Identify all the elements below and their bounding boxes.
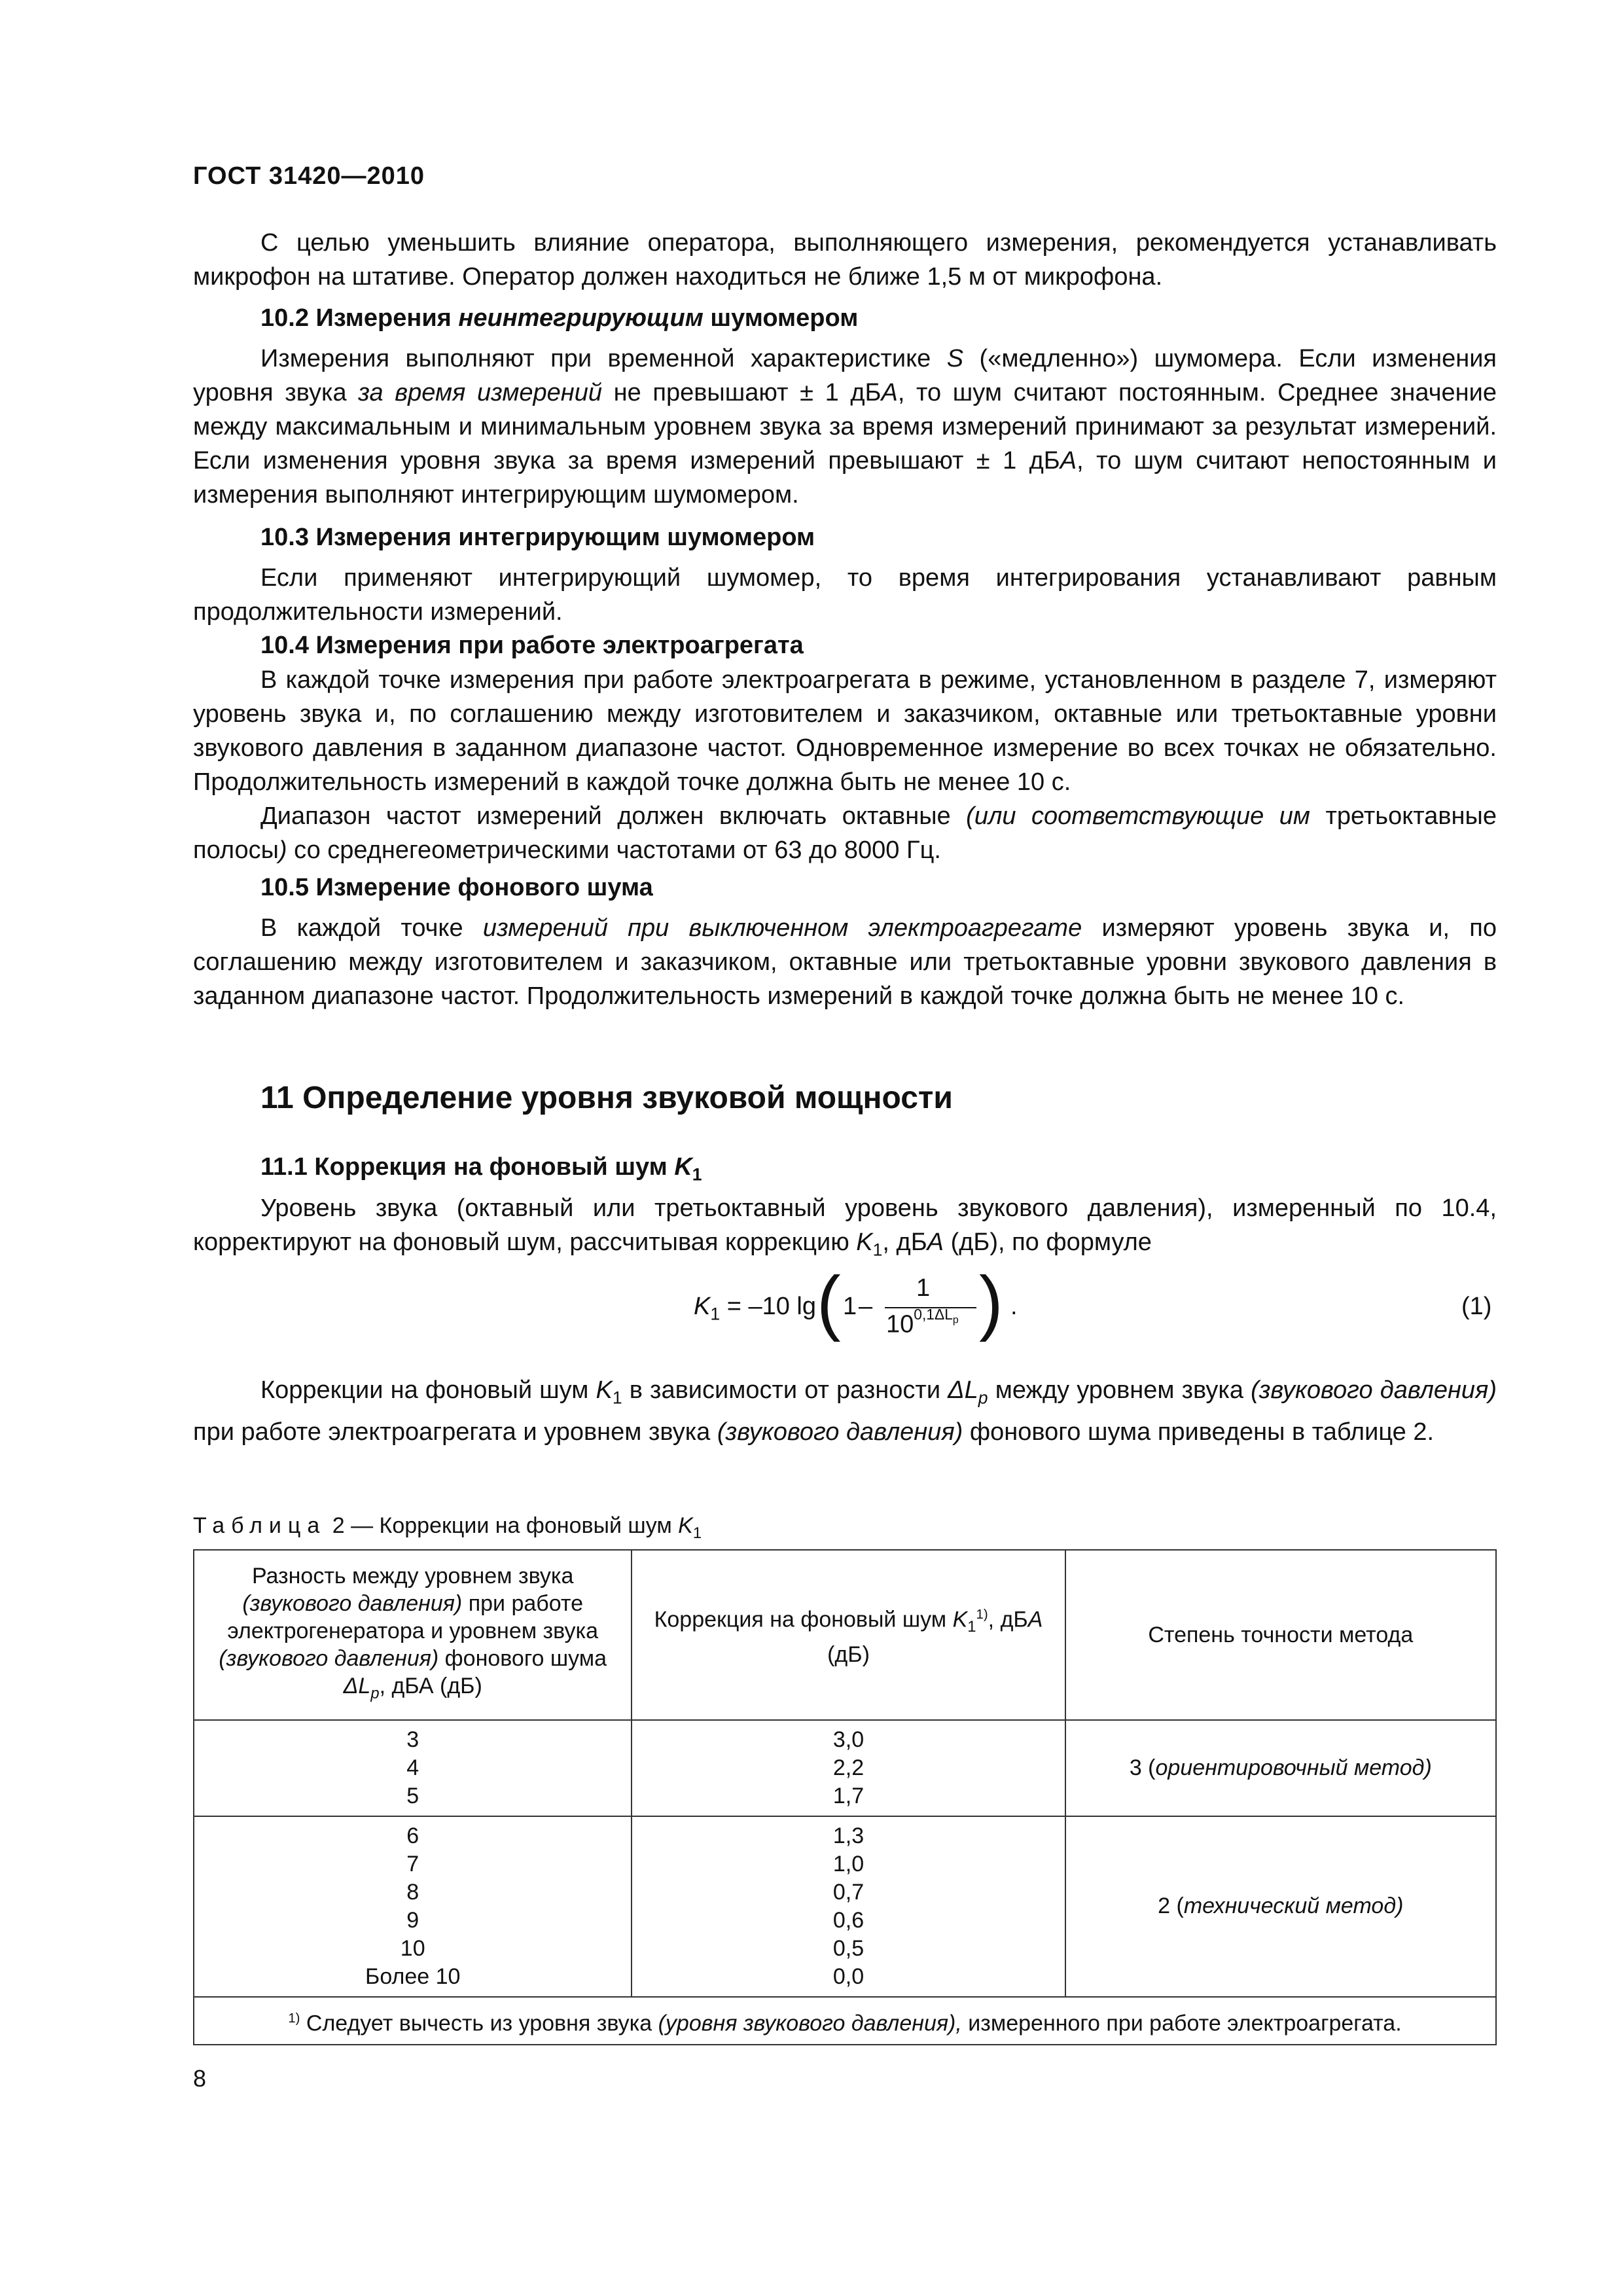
paragraph-11-1-b: Коррекции на фоновый шум $K_1$ в зависимости от разности $\Delta L_p$ между уровнем звука (звукового давления) при работе электроагрегата и уровнем звука (звукового давления) фонового шума приведены в таблице 2. — [193, 1376, 1497, 1446]
table-footnote-row — [194, 1997, 1496, 2045]
table-value: 10 — [400, 1935, 425, 1961]
table-cell-differences-group-1 — [194, 1720, 632, 1816]
table-cell-corrections-group-2 — [632, 1816, 1065, 1997]
table-value: 6 — [406, 1823, 419, 1848]
paragraph-11-1-a: Уровень звука (октавный или третьоктавный уровень звукового давления), измеренный по 10.4, корректируют на фоновый шум, рассчитывая коррекцию $K_1$, дБА (дБ), по формуле — [193, 1194, 1497, 1260]
table-cell-accuracy-group-1: 3 (ориентировочный метод) — [1065, 1720, 1496, 1816]
formula-minus: – — [859, 1293, 873, 1320]
table-value: 0,0 — [832, 1964, 865, 1989]
formula-1 — [694, 1262, 1086, 1342]
table-value: 1,3 — [832, 1823, 865, 1848]
formula-number: (1) — [1461, 1293, 1492, 1320]
table-row-group-2 — [194, 1816, 1496, 1997]
table-value: 7 — [406, 1851, 419, 1876]
table-row-group-1 — [194, 1720, 1496, 1816]
heading-10-4: 10.4 Измерения при работе электроагрегата — [260, 632, 804, 659]
table-cell-differences-group-2 — [194, 1816, 632, 1997]
table-2 — [193, 1549, 1497, 2045]
page-number: 8 — [193, 2065, 207, 2092]
formula-numerator: 1 — [916, 1274, 931, 1302]
table-value: 8 — [406, 1879, 419, 1905]
table-value: 0,5 — [832, 1935, 865, 1961]
formula-close-paren: ) — [979, 1262, 1003, 1342]
paragraph-10-3: Если применяют интегрирующий шумомер, то время интегрирования устанавливают равным продолжительности измерений. — [193, 564, 1497, 626]
table-footnote: $^{1)}$ Следует вычесть из уровня звука (уровня звукового давления), измеренного при работе электроагрегата. — [194, 1997, 1496, 2045]
table-value: 3 — [406, 1727, 419, 1752]
heading-11-1: 11.1 Коррекция на фоновый шум $K_1$ — [260, 1153, 702, 1185]
table-2-caption: Таблица 2 — Коррекции на фоновый шум $K_1$ — [193, 1513, 702, 1542]
table-value: 5 — [406, 1783, 419, 1808]
paragraph-10-4-a: В каждой точке измерения при работе электроагрегата в режиме, установленном в разделе 7, измеряют уровень звука и, по соглашению между изготовителем и заказчиком, октавные или третьоктавные уровни звукового давления в заданном диапазоне частот. Одновременное измерение во всех точках не обязательно. Продолжительность измерений в каждой точке должна быть не менее 10 с. — [193, 666, 1497, 796]
table-value: 1,0 — [832, 1851, 865, 1876]
table-value: 4 — [406, 1755, 419, 1780]
heading-10-3: 10.3 Измерения интегрирующим шумомером — [260, 524, 815, 551]
table-value: Более 10 — [365, 1964, 461, 1989]
table-header-correction: Коррекция на фоновый шум $K_1^{1)}$, дБА (дБ) — [632, 1550, 1065, 1720]
paragraph-10-4-b: Диапазон частот измерений должен включать октавные (или соответствующие им третьоктавные полосы) со среднегеометрическими частотами от 63 до 8000 Гц. — [193, 802, 1497, 864]
formula-one: 1 — [843, 1293, 857, 1320]
table-cell-corrections-group-1 — [632, 1720, 1065, 1816]
intro-paragraph: С целью уменьшить влияние оператора, выполняющего измерения, рекомендуется устанавливать микрофон на штативе. Оператор должен находиться не ближе 1,5 м от микрофона. — [193, 229, 1497, 291]
formula-end: . — [1010, 1293, 1018, 1320]
table-value: 2,2 — [832, 1755, 865, 1780]
formula-open-paren: ( — [817, 1262, 841, 1342]
heading-10-2: 10.2 Измерения неинтегрирующим шумомером — [260, 304, 859, 332]
table-value: 1,7 — [832, 1783, 865, 1808]
table-header-row — [194, 1550, 1496, 1720]
heading-10-5: 10.5 Измерение фонового шума — [260, 874, 653, 901]
table-value: 0,6 — [832, 1907, 865, 1933]
paragraph-10-5: В каждой точке измерений при выключенном электроагрегате измеряют уровень звука и, по соглашению между изготовителем и заказчиком, октавные или третьоктавные уровни звукового давления в заданном диапазоне частот. Продолжительность измерений в каждой точке должна быть не менее 10 с. — [193, 914, 1497, 1010]
table-header-accuracy: Степень точности метода — [1065, 1550, 1496, 1720]
table-value: 9 — [406, 1907, 419, 1933]
table-header-difference: Разность между уровнем звука (звукового давления) при работе электрогенератора и уровнем звука (звукового давления) фонового шума $\Delta L_p$, дБА (дБ) — [194, 1550, 632, 1720]
table-value: 3,0 — [832, 1727, 865, 1752]
table-cell-accuracy-group-2: 2 (технический метод) — [1065, 1816, 1496, 1997]
table-value: 0,7 — [832, 1879, 865, 1905]
formula-lhs: $K_1 = -10$ lg — [694, 1293, 816, 1324]
formula-denominator: $10^{0,1\Delta L_p}$ — [886, 1306, 959, 1338]
heading-section-11: 11 Определение уровня звуковой мощности — [260, 1081, 953, 1115]
paragraph-10-2: Измерения выполняют при временной характеристике S («медленно») шумомера. Если изменения уровня звука за время измерений не превышают ± 1 дБА, то шум считают постоянным. Среднее значение между максимальным и минимальным уровнем звука за время измерений принимают за результат измерений. Если изменения уровня звука за время измерений превышают ± 1 дБА, то шум считают непостоянным и измерения выполняют интегрирующим шумомером. — [193, 345, 1497, 509]
page-header-doc-id: ГОСТ 31420—2010 — [193, 162, 425, 190]
